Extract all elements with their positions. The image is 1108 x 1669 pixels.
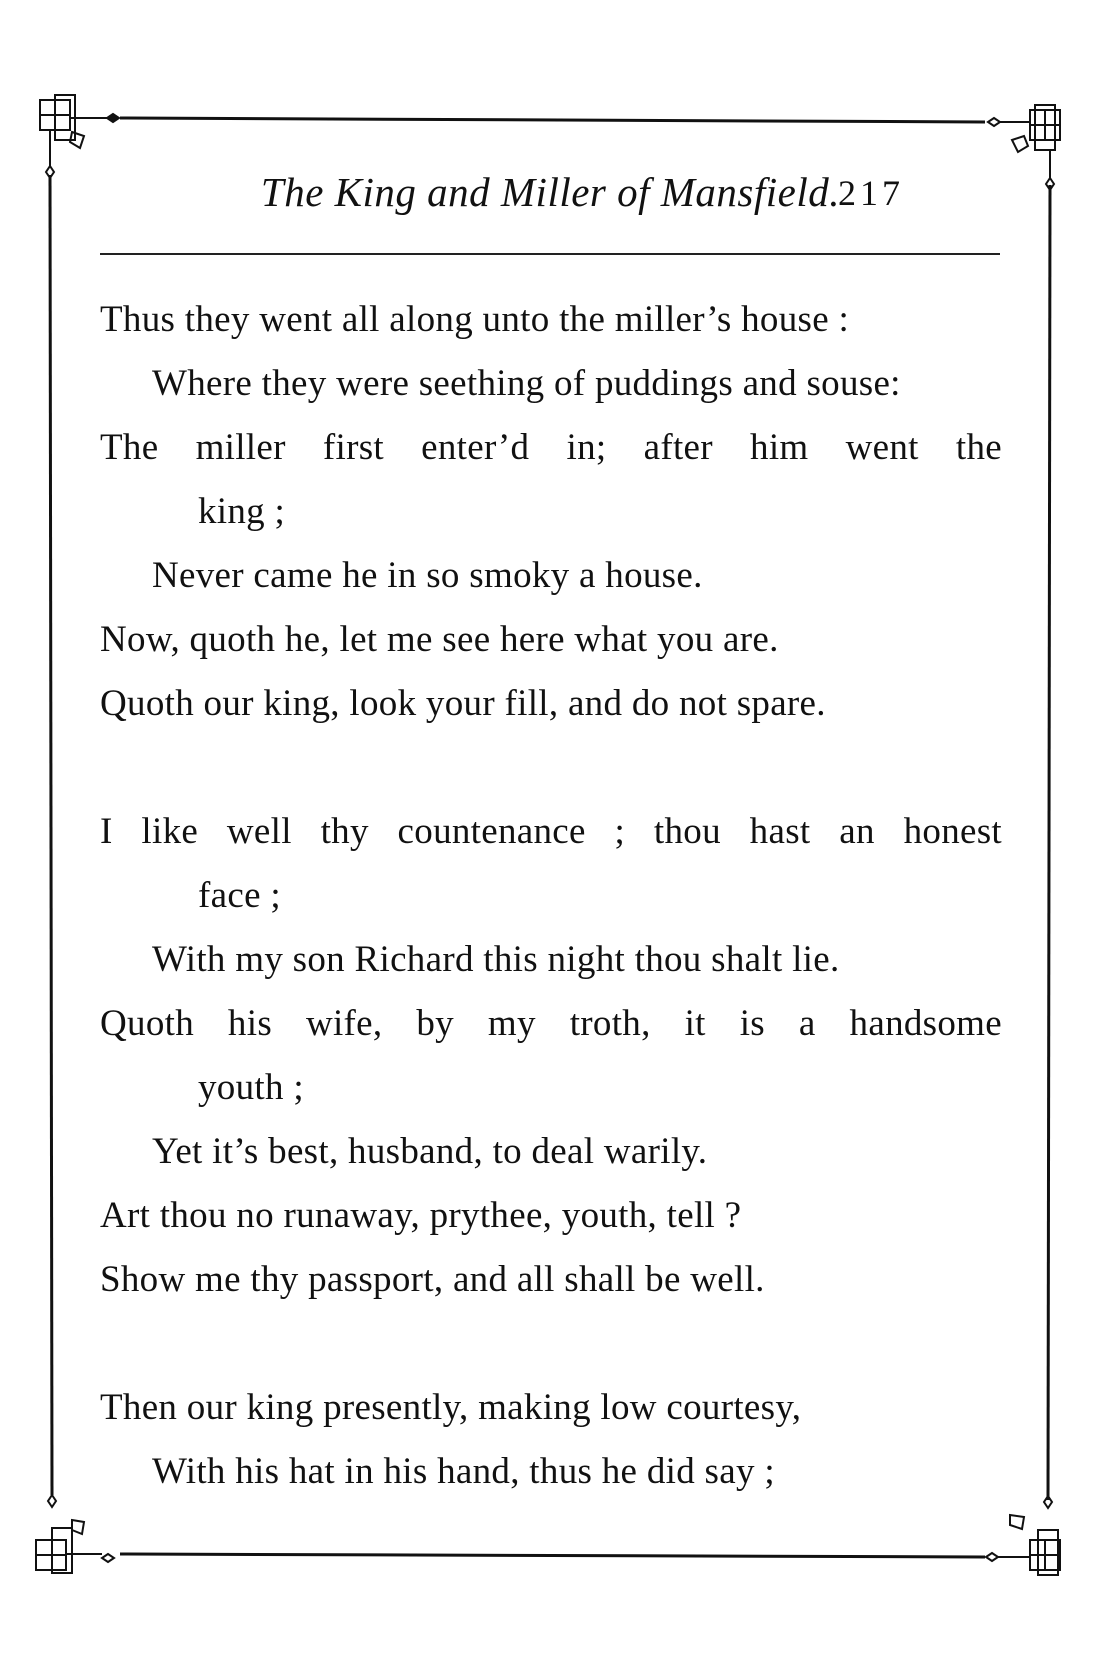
poem-line: With my son Richard this night thou shalt lie. (152, 939, 840, 980)
corner-ornament-bottom-right-icon (986, 1496, 1060, 1575)
poem-text (100, 288, 1002, 1504)
poem-line: Thus they went all along unto the miller’s house : (100, 299, 850, 340)
running-header (100, 168, 1000, 228)
poem-line: The miller first enter’d in; after him went the (100, 427, 1002, 468)
stanza-break (100, 736, 1002, 800)
poem-line: Quoth his wife, by my troth, it is a handsome (100, 1003, 1002, 1044)
poem-line: Where they were seething of puddings and souse: (152, 363, 901, 404)
poem-line-turnover: face ; (198, 875, 281, 916)
running-title: The King and Miller of Mansfield. (260, 169, 840, 215)
poem-line: Then our king presently, making low courtesy, (100, 1387, 802, 1428)
stanza (100, 800, 1002, 1312)
poem-line: Yet it’s best, husband, to deal warily. (152, 1131, 708, 1172)
page-number: 217 (838, 173, 904, 213)
poem-line: I like well thy countenance ; thou hast an honest (100, 811, 1002, 852)
poem-line: Art thou no runaway, prythee, youth, tell ? (100, 1195, 742, 1236)
poem-line: Never came he in so smoky a house. (152, 555, 703, 596)
stanza (100, 288, 1002, 736)
poem-line: Now, quoth he, let me see here what you are. (100, 619, 779, 660)
poem-line-turnover: youth ; (198, 1067, 304, 1108)
poem-line: With his hat in his hand, thus he did say ; (152, 1451, 775, 1492)
corner-ornament-bottom-left-icon (36, 1495, 114, 1573)
stanza (100, 1376, 1002, 1504)
corner-ornament-top-left-icon (40, 95, 119, 178)
stanza-break (100, 1312, 1002, 1376)
header-rule (100, 253, 1000, 255)
poem-line-turnover: king ; (198, 491, 286, 532)
poem-line: Show me thy passport, and all shall be well. (100, 1259, 765, 1300)
poem-line: Quoth our king, look your fill, and do not spare. (100, 683, 826, 724)
